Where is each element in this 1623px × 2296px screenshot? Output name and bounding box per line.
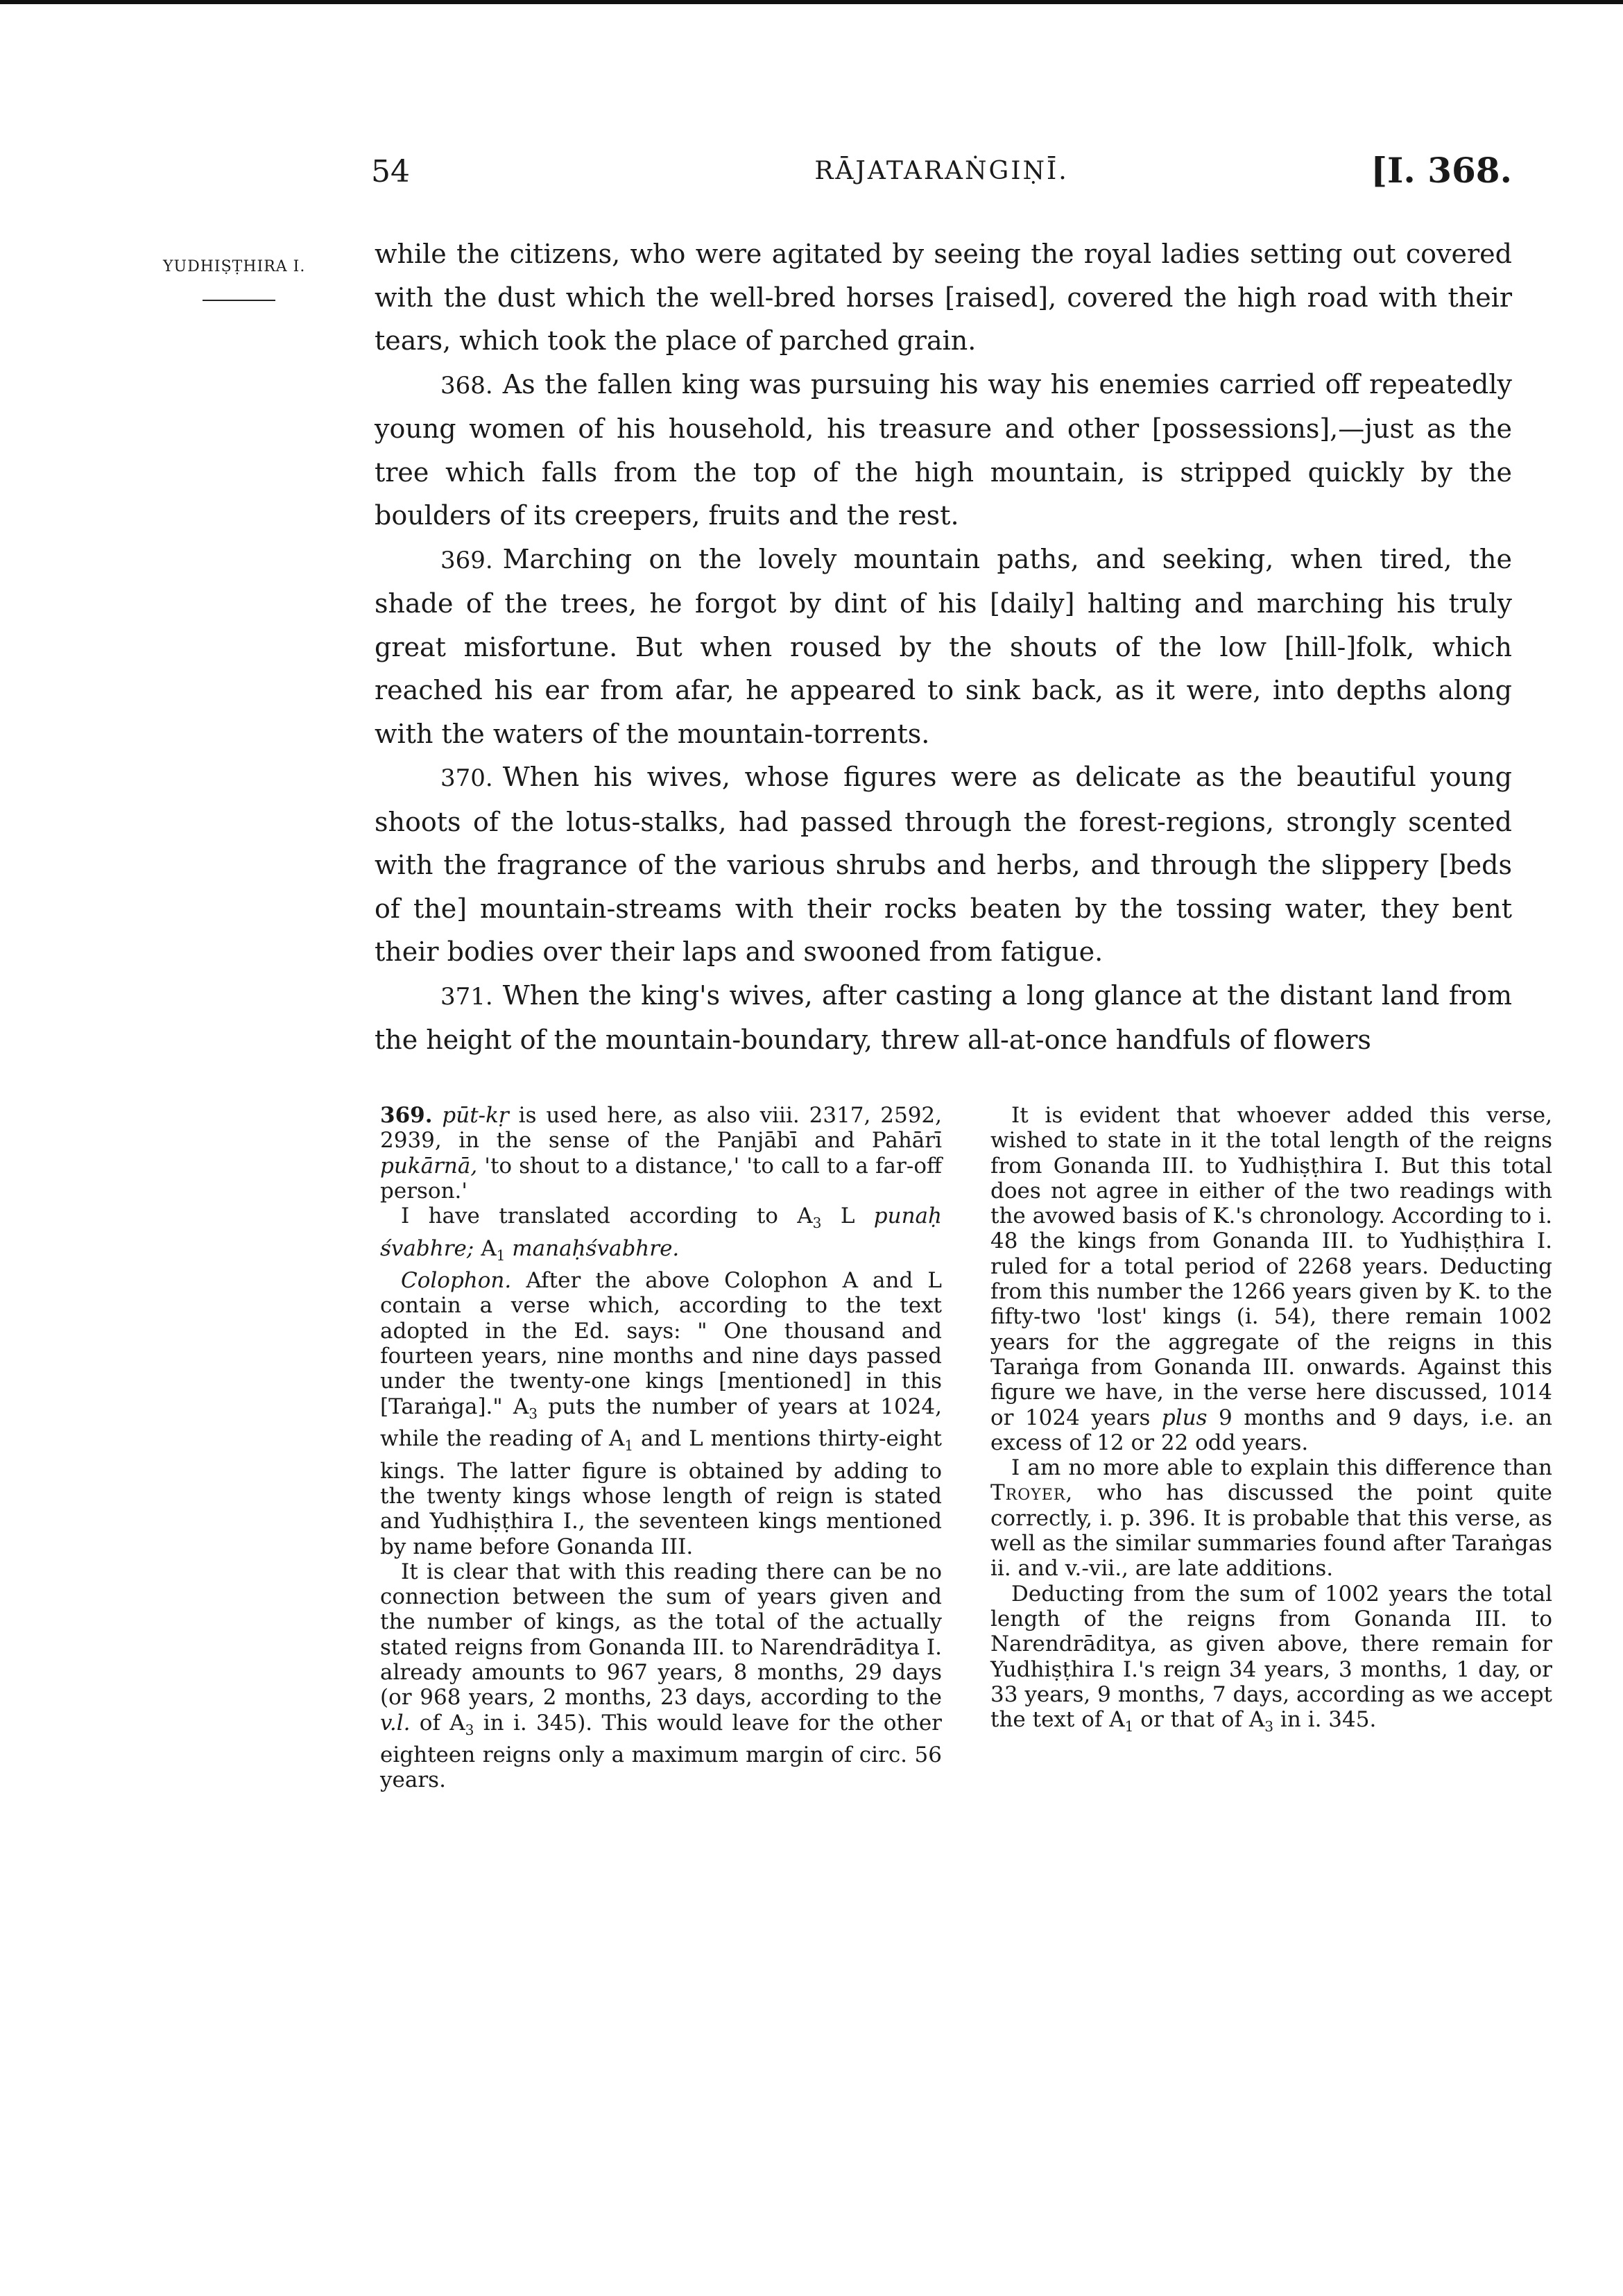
verse-number: 369.: [440, 546, 493, 574]
footnotes-left-column: [380, 1103, 942, 1793]
term: pukārnā,: [380, 1153, 478, 1179]
colophon-label: Colophon.: [401, 1268, 512, 1294]
footnote-369: 369. pūt-kṛ is used here, as also viii. 2317, 2592, 2939, in the sense of the Panjābī and Pahārī pukārnā, 'to shout to a distance,' 'to call to a far-off person.': [380, 1103, 943, 1203]
paragraph-continuation: while the citizens, who were agitated by seeing the royal ladies setting out covered with the dust which the well-bred horses [raised], covered the high road with their tears, which took the place of parched grain.: [375, 239, 1512, 356]
top-border-rule: [0, 0, 1623, 4]
author-name: Troyer,: [990, 1480, 1074, 1506]
verse-text: When the king's wives, after casting a long glance at the distant land from the height of the mountain-boundary, threw all-at-once handfuls of flowers: [375, 979, 1512, 1055]
footnotes-right-column: [990, 1103, 1552, 1740]
main-text: [375, 232, 1512, 1062]
verse-number: 371.: [440, 982, 493, 1011]
footnote-explain: I am no more able to explain this difference than Troyer, who has discussed the point quite correctly, i. p. 396. It is probable that this verse, as well as the similar summaries found after Taraṅgas ii. and v.-vii., are late additions.: [990, 1455, 1552, 1582]
margin-rule: [203, 300, 275, 301]
verse-number: 370.: [440, 764, 493, 792]
verse-number: 368.: [440, 371, 493, 400]
footnote-colophon: Colophon. After the above Colophon A and L contain a verse which, according to the text adopted in the Ed. says: " One thousand and fourteen years, nine months and nine days passed under the twenty-one kings [mentioned] in this [Taraṅga]." $A_3$ puts the number of years at 1024, while the reading of $A_1$ and L mentions thirty-eight kings. The latter figure is obtained by adding to the twenty kings whose length of reign is stated and Yudhiṣṭhira I., the seventeen kings mentioned by name before Gonanda III.: [380, 1268, 942, 1559]
footnote-evident: It is evident that whoever added this verse, wished to state in it the total length of the reigns from Gonanda III. to Yudhiṣṭhira I. But this total does not agree in either of the two readings with the avowed basis of K.'s chronology. According to i. 48 the kings from Gonanda III. to Yudhiṣṭhira I. ruled for a total period of 2268 years. Deducting from this number the 1266 years given by K. to the fifty-two 'lost' kings (i. 54), there remain 1002 years for the aggregate of the reigns in this Taraṅga from Gonanda III. onwards. Against this figure we have, in the verse here discussed, 1014 or 1024 years plus 9 months and 9 days, i.e. an excess of 12 or 22 odd years.: [990, 1103, 1552, 1455]
verse-368: [375, 363, 1512, 538]
section-reference: [I. 368.: [1371, 150, 1512, 191]
running-title: RĀJATARAṄGIṆĪ.: [814, 157, 1069, 185]
page-number: 54: [371, 154, 410, 189]
term: pūt-kṛ: [442, 1103, 509, 1128]
verse-text: Marching on the lovely mountain paths, and seeking, when tired, the shade of the trees, he forgot by dint of his [daily] halting and marching his truly great misfortune. But when roused by the shouts of the low [hill-]folk, which reached his ear from afar, he appeared to sink back, as it were, into depths along with the waters of the mountain-torrents.: [375, 543, 1512, 749]
page-header: [371, 150, 1512, 209]
verse-369: [375, 538, 1512, 756]
verse-371: [375, 974, 1512, 1062]
footnote-translation: I have translated according to $A_3$ L punaḥ śvabhre; $A_1$ manaḥśvabhre.: [380, 1203, 943, 1264]
verse-text: As the fallen king was pursuing his way his enemies carried off repeatedly young women of his household, his treasure and other [possessions],—just as the tree which falls from the top of the high mountain, is stripped quickly by the boulders of its creepers, fruits and the rest.: [375, 368, 1512, 531]
footnote-number: 369.: [380, 1103, 433, 1128]
footnote-clear: It is clear that with this reading there can be no connection between the sum of years given and the number of kings, as the total of the actually stated reigns from Gonanda III. to Narendrāditya I. already amounts to 967 years, 8 months, 29 days (or 968 years, 2 months, 23 days, according to the v.l. of $A_3$ in i. 345). This would leave for the other eighteen reigns only a maximum margin of circ. 56 years.: [380, 1559, 942, 1793]
footnote-deduct: Deducting from the sum of 1002 years the total length of the reigns from Gonanda III. to Narendrāditya, as given above, there remain for Yudhiṣṭhira I.'s reign 34 years, 3 months, 1 day, or 33 years, 9 months, 7 days, according as we accept the text of $A_1$ or that of $A_3$ in i. 345.: [990, 1581, 1552, 1736]
verse-text: When his wives, whose figures were as delicate as the beautiful young shoots of the lotus-stalks, had passed through the forest-regions, strongly scented with the fragrance of the various shrubs and herbs, and through the slippery [beds of the] mountain-streams with their rocks beaten by the tossing water, they bent their bodies over their laps and swooned from fatigue.: [375, 762, 1512, 967]
margin-side-note: YUDHIṢṬHIRA I.: [163, 258, 306, 275]
verse-370: [375, 755, 1512, 974]
